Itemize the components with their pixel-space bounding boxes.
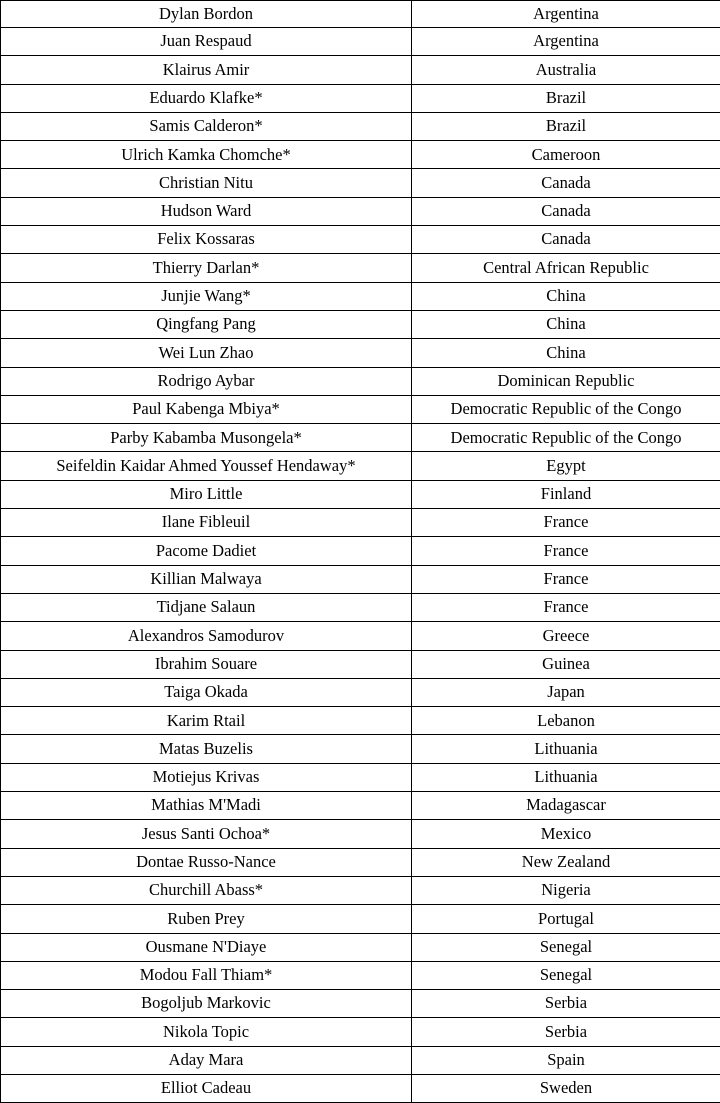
country-cell: Democratic Republic of the Congo — [412, 395, 720, 423]
player-name-cell: Jesus Santi Ochoa* — [1, 820, 412, 848]
table-row — [1, 1018, 720, 1046]
table-row — [1, 876, 720, 904]
country-cell: Serbia — [412, 1018, 720, 1046]
player-name-cell: Pacome Dadiet — [1, 537, 412, 565]
table-row — [1, 933, 720, 961]
player-name-cell: Rodrigo Aybar — [1, 367, 412, 395]
player-name-cell: Killian Malwaya — [1, 565, 412, 593]
table-row — [1, 424, 720, 452]
table-row — [1, 339, 720, 367]
table-row — [1, 197, 720, 225]
player-name-cell: Juan Respaud — [1, 28, 412, 56]
country-cell: China — [412, 310, 720, 338]
player-name-cell: Eduardo Klafke* — [1, 84, 412, 112]
player-name-cell: Mathias M'Madi — [1, 792, 412, 820]
player-name-cell: Ruben Prey — [1, 905, 412, 933]
country-cell: Greece — [412, 622, 720, 650]
player-name-cell: Modou Fall Thiam* — [1, 961, 412, 989]
table-row — [1, 820, 720, 848]
player-name-cell: Tidjane Salaun — [1, 593, 412, 621]
table-row — [1, 565, 720, 593]
table-row — [1, 509, 720, 537]
player-name-cell: Klairus Amir — [1, 56, 412, 84]
roster-table-body — [1, 1, 720, 1103]
country-cell: Canada — [412, 169, 720, 197]
table-row — [1, 593, 720, 621]
player-name-cell: Elliot Cadeau — [1, 1074, 412, 1102]
table-row — [1, 1046, 720, 1074]
table-row — [1, 990, 720, 1018]
country-cell: France — [412, 537, 720, 565]
country-cell: Canada — [412, 197, 720, 225]
country-cell: Dominican Republic — [412, 367, 720, 395]
player-name-cell: Dylan Bordon — [1, 1, 412, 28]
player-name-cell: Dontae Russo-Nance — [1, 848, 412, 876]
table-row — [1, 254, 720, 282]
table-row — [1, 735, 720, 763]
country-cell: Mexico — [412, 820, 720, 848]
player-name-cell: Alexandros Samodurov — [1, 622, 412, 650]
player-name-cell: Nikola Topic — [1, 1018, 412, 1046]
player-name-cell: Felix Kossaras — [1, 226, 412, 254]
table-row — [1, 537, 720, 565]
country-cell: New Zealand — [412, 848, 720, 876]
country-cell: Senegal — [412, 961, 720, 989]
country-cell: Lebanon — [412, 707, 720, 735]
table-row — [1, 395, 720, 423]
player-name-cell: Ulrich Kamka Chomche* — [1, 141, 412, 169]
table-row — [1, 848, 720, 876]
player-name-cell: Qingfang Pang — [1, 310, 412, 338]
country-cell: Senegal — [412, 933, 720, 961]
country-cell: Central African Republic — [412, 254, 720, 282]
country-cell: Brazil — [412, 84, 720, 112]
table-row — [1, 763, 720, 791]
country-cell: Argentina — [412, 28, 720, 56]
country-cell: Sweden — [412, 1074, 720, 1102]
table-row — [1, 1, 720, 28]
table-row — [1, 1074, 720, 1102]
table-row — [1, 367, 720, 395]
player-name-cell: Matas Buzelis — [1, 735, 412, 763]
country-cell: Argentina — [412, 1, 720, 28]
country-cell: Madagascar — [412, 792, 720, 820]
player-name-cell: Ibrahim Souare — [1, 650, 412, 678]
player-name-cell: Wei Lun Zhao — [1, 339, 412, 367]
table-row — [1, 480, 720, 508]
country-cell: Egypt — [412, 452, 720, 480]
player-name-cell: Bogoljub Markovic — [1, 990, 412, 1018]
country-cell: Brazil — [412, 112, 720, 140]
country-cell: Portugal — [412, 905, 720, 933]
table-row — [1, 141, 720, 169]
country-cell: China — [412, 282, 720, 310]
player-name-cell: Ousmane N'Diaye — [1, 933, 412, 961]
table-row — [1, 226, 720, 254]
country-cell: China — [412, 339, 720, 367]
player-name-cell: Christian Nitu — [1, 169, 412, 197]
player-name-cell: Aday Mara — [1, 1046, 412, 1074]
country-cell: Spain — [412, 1046, 720, 1074]
country-cell: Australia — [412, 56, 720, 84]
country-cell: Canada — [412, 226, 720, 254]
table-row — [1, 84, 720, 112]
table-row — [1, 961, 720, 989]
table-row — [1, 169, 720, 197]
country-cell: Serbia — [412, 990, 720, 1018]
country-cell: Japan — [412, 678, 720, 706]
player-name-cell: Parby Kabamba Musongela* — [1, 424, 412, 452]
table-row — [1, 282, 720, 310]
country-cell: France — [412, 565, 720, 593]
table-row — [1, 622, 720, 650]
country-cell: France — [412, 593, 720, 621]
table-row — [1, 792, 720, 820]
player-name-cell: Churchill Abass* — [1, 876, 412, 904]
player-name-cell: Hudson Ward — [1, 197, 412, 225]
player-name-cell: Seifeldin Kaidar Ahmed Youssef Hendaway* — [1, 452, 412, 480]
table-row — [1, 310, 720, 338]
table-row — [1, 112, 720, 140]
player-name-cell: Junjie Wang* — [1, 282, 412, 310]
table-row — [1, 650, 720, 678]
player-name-cell: Miro Little — [1, 480, 412, 508]
country-cell: France — [412, 509, 720, 537]
table-row — [1, 905, 720, 933]
player-name-cell: Taiga Okada — [1, 678, 412, 706]
country-cell: Democratic Republic of the Congo — [412, 424, 720, 452]
country-cell: Nigeria — [412, 876, 720, 904]
country-cell: Finland — [412, 480, 720, 508]
table-row — [1, 707, 720, 735]
country-cell: Lithuania — [412, 763, 720, 791]
player-name-cell: Samis Calderon* — [1, 112, 412, 140]
country-cell: Guinea — [412, 650, 720, 678]
player-name-cell: Paul Kabenga Mbiya* — [1, 395, 412, 423]
player-name-cell: Motiejus Krivas — [1, 763, 412, 791]
table-row — [1, 28, 720, 56]
player-name-cell: Thierry Darlan* — [1, 254, 412, 282]
table-row — [1, 56, 720, 84]
table-row — [1, 452, 720, 480]
table-row — [1, 678, 720, 706]
country-cell: Lithuania — [412, 735, 720, 763]
player-name-cell: Karim Rtail — [1, 707, 412, 735]
country-cell: Cameroon — [412, 141, 720, 169]
player-name-cell: Ilane Fibleuil — [1, 509, 412, 537]
